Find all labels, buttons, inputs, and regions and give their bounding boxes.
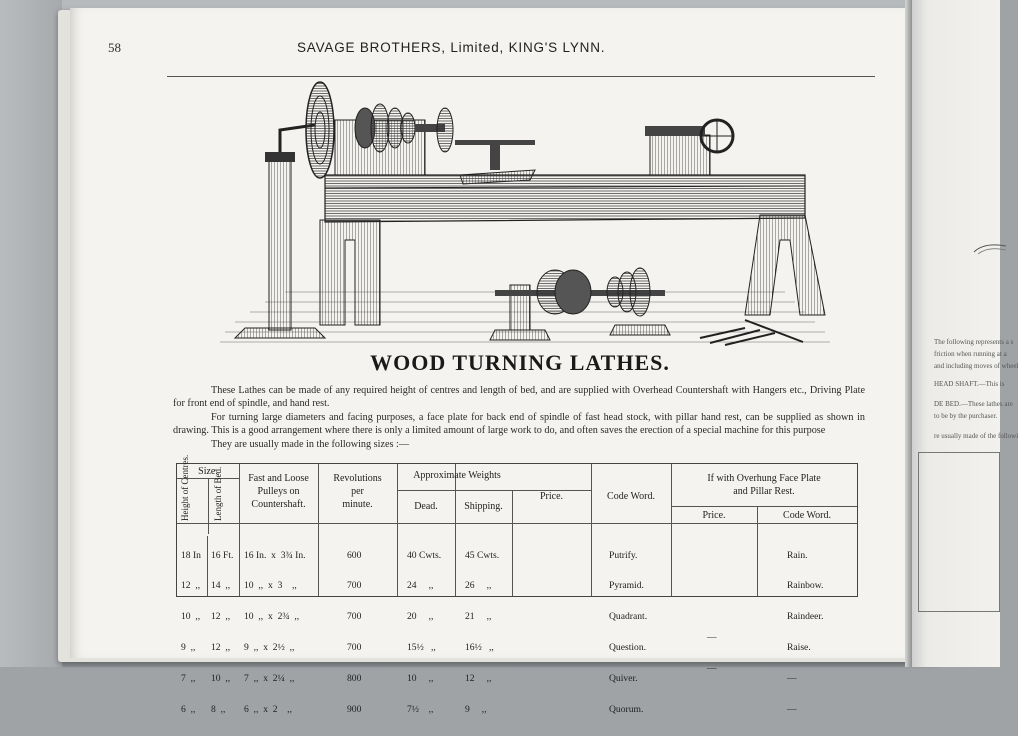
- tailstock: [645, 120, 733, 175]
- pulleys-header-line: Pulleys on: [257, 486, 300, 497]
- revolutions-header-line: Revolutions: [333, 473, 382, 484]
- paragraph-2: For turning large diameters and facing purposes, a face plate for back end of spindle of fast head stock, with pillar hand rest, can be supplied as shown in drawing. This is a good arrangement where there is only a limited amount of large work to do, and often saves the erection of a special machine for this purpose: [173, 411, 865, 437]
- table-cell: 16 Ft.: [211, 549, 234, 561]
- height-column: [181, 530, 201, 736]
- shipping-header: Shipping.: [464, 501, 503, 512]
- table-cell: 7 ,,: [181, 673, 196, 685]
- pulleys-header-line: Fast and Loose: [248, 473, 309, 484]
- divider: [177, 523, 857, 524]
- overhung-header-line: and Pillar Rest.: [733, 486, 795, 497]
- table-cell: Pyramid.: [609, 580, 644, 592]
- code-word-header: Code Word.: [607, 491, 655, 502]
- table-cell: 6 ,, x 2 ,,: [244, 704, 292, 716]
- table-cell: —: [707, 662, 717, 674]
- shipping-weight-column: [465, 530, 499, 736]
- paragraph-3: They are usually made in the following sizes :—: [211, 438, 410, 450]
- table-cell: 900: [347, 704, 362, 716]
- table-cell: 800: [347, 673, 362, 685]
- table-cell: 18 In: [181, 549, 201, 561]
- table-cell: Raindeer.: [787, 611, 824, 623]
- table-cell: 12 ,,: [181, 580, 201, 592]
- approx-weights-header: Approximate Weights: [413, 470, 501, 481]
- table-cell: 21 ,,: [465, 611, 492, 623]
- facing-page-line: DE BED.—These lathes are: [934, 400, 1013, 408]
- body-text: [173, 384, 865, 451]
- table-cell: 700: [347, 642, 362, 654]
- table-cell: 7 ,, x 2¼ ,,: [244, 673, 295, 685]
- running-head: SAVAGE BROTHERS, Limited, KING'S LYNN.: [297, 40, 606, 55]
- table-cell: 10 ,, x 3 ,,: [244, 580, 297, 592]
- table-cell: 16½ ,,: [465, 642, 494, 654]
- revolutions-column: [347, 530, 361, 736]
- overhung-price-header: Price.: [702, 510, 726, 521]
- size-header: Size.: [198, 466, 218, 477]
- table-cell: —: [707, 631, 717, 643]
- lathe-illustration: [205, 80, 835, 355]
- table-cell: 40 Cwts.: [407, 549, 442, 561]
- table-cell: 600: [347, 549, 362, 561]
- countershaft: [490, 268, 670, 340]
- revolutions-header: [318, 472, 397, 511]
- table-cell: Raise.: [787, 642, 811, 654]
- facing-page-line: to be by the purchaser.: [934, 412, 998, 420]
- table-cell: 12 ,,: [465, 673, 492, 685]
- paragraph-1: These Lathes can be made of any required height of centres and length of bed, and are supplied with Overhead Countershaft with Hangers etc., Driving Plate for front end of spindle, and hand rest.: [173, 385, 865, 410]
- revolutions-header-line: minute.: [342, 499, 373, 510]
- pulleys-header-line: Countershaft.: [251, 499, 306, 510]
- table-cell: 700: [347, 580, 362, 592]
- divider: [208, 478, 209, 534]
- table-cell: 10 ,, x 2¾ ,,: [244, 611, 300, 623]
- table-cell: Rainbow.: [787, 580, 824, 592]
- divider: [207, 536, 208, 596]
- table-cell: Quorum.: [609, 704, 644, 716]
- table-cell: 8 ,,: [211, 704, 226, 716]
- length-column: [211, 530, 233, 736]
- table-cell: 24 ,,: [407, 580, 434, 592]
- height-header: Height of Centres.: [180, 454, 190, 521]
- table-cell: —: [787, 673, 797, 685]
- table-cell: 9 ,,: [181, 642, 196, 654]
- overhung-code-column: [787, 530, 824, 736]
- code-word-column: [609, 530, 647, 736]
- length-header: Length of Bed.: [213, 466, 223, 521]
- facing-page-line: HEAD SHAFT.—This is: [934, 380, 1005, 388]
- table-cell: 10 ,,: [211, 673, 231, 685]
- table-cell: 10 ,,: [407, 673, 434, 685]
- left-desk-edge: [0, 0, 62, 667]
- overhung-header: [671, 472, 857, 498]
- table-cell: Question.: [609, 642, 647, 654]
- table-cell: 10 ,,: [181, 611, 201, 623]
- table-cell: 12 ,,: [211, 642, 231, 654]
- facing-page-line: re usually made of the followi: [934, 432, 1018, 440]
- table-cell: Quadrant.: [609, 611, 648, 623]
- facing-page-sketch: [972, 240, 1008, 256]
- face-plate: [306, 82, 334, 178]
- pulleys-header: [239, 472, 318, 511]
- table-cell: —: [787, 704, 797, 716]
- table-cell: 700: [347, 611, 362, 623]
- facing-page-line: friction when running at a: [934, 350, 1007, 358]
- revolutions-header-line: per: [351, 486, 364, 497]
- price-header: Price.: [539, 491, 564, 502]
- overhung-price-column: [707, 530, 717, 695]
- facing-page-line: The following represents a s: [934, 338, 1014, 346]
- divider: [591, 464, 592, 596]
- table-cell: 45 Cwts.: [465, 549, 500, 561]
- divider: [455, 464, 456, 596]
- table-cell: 9 ,, x 2½ ,,: [244, 642, 295, 654]
- table-cell: 15½ ,,: [407, 642, 436, 654]
- divider: [512, 490, 513, 596]
- table-cell: 7½ ,,: [407, 704, 434, 716]
- divider: [397, 464, 398, 596]
- overhung-code-header: Code Word.: [783, 510, 831, 521]
- headstock: [335, 104, 453, 175]
- table-cell: 14 ,,: [211, 580, 231, 592]
- table-cell: 20 ,,: [407, 611, 434, 623]
- table-cell: 12 ,,: [211, 611, 231, 623]
- table-cell: Putrify.: [609, 549, 638, 561]
- header-rule: [167, 76, 875, 77]
- dead-weight-column: [407, 530, 441, 736]
- table-cell: 26 ,,: [465, 580, 492, 592]
- sizes-table: [176, 454, 858, 716]
- table-cell: 6 ,,: [181, 704, 196, 716]
- page-title: WOOD TURNING LATHES.: [370, 350, 670, 375]
- pulleys-column: [244, 530, 306, 736]
- facing-page: [912, 0, 1018, 667]
- dead-header: Dead.: [414, 501, 438, 512]
- facing-page-line: and including moves of wheel: [934, 362, 1018, 370]
- overhung-header-line: If with Overhung Face Plate: [707, 473, 821, 484]
- page-number: 58: [108, 40, 121, 55]
- spanners: [700, 320, 803, 345]
- table-cell: Quiver.: [609, 673, 638, 685]
- divider: [671, 506, 857, 507]
- table-cell: Rain.: [787, 549, 808, 561]
- facing-page-table: [918, 452, 1000, 612]
- table-cell: 16 In. x 3¾ In.: [244, 549, 306, 561]
- table-cell: 9 ,,: [465, 704, 487, 716]
